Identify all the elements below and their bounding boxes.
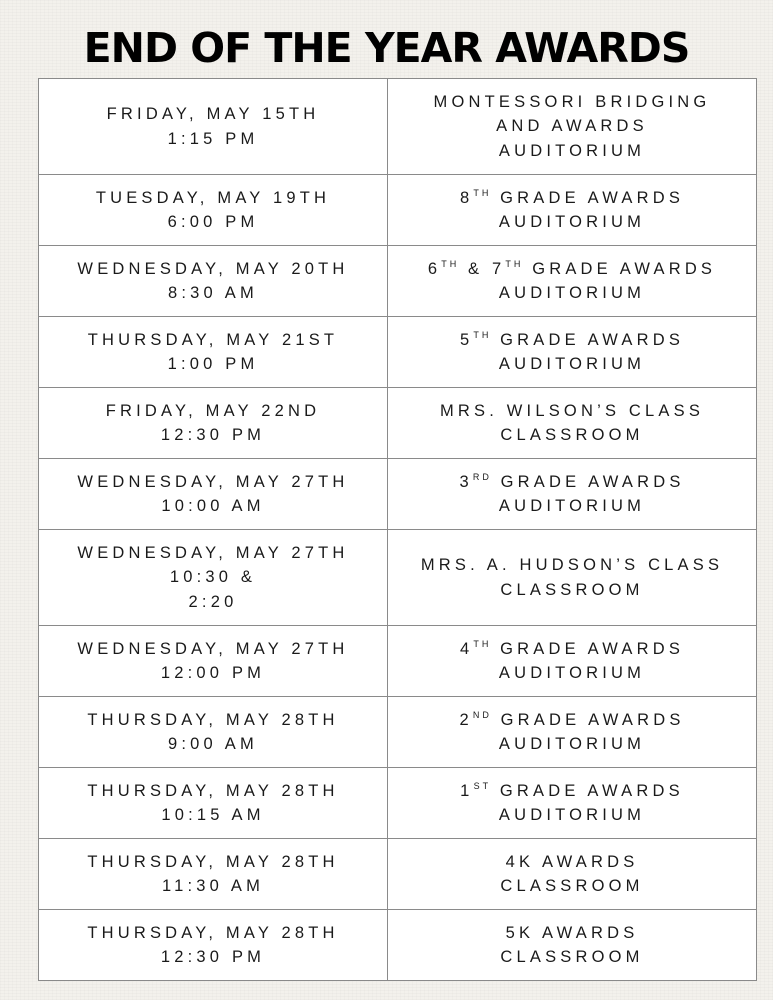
event-time: 12:30 PM (160, 426, 266, 444)
event-name (394, 553, 750, 578)
event-date: THURSDAY, MAY 28TH (87, 852, 339, 871)
date-time-cell (39, 910, 388, 981)
schedule-row (39, 175, 757, 246)
event-text: MRS. WILSON’S CLASS (439, 401, 705, 420)
event-date: WEDNESDAY, MAY 27TH (77, 639, 349, 658)
event-time: 8:30 AM (168, 284, 258, 302)
event-text: 1 (460, 781, 474, 800)
page-title: END OF THE YEAR AWARDS (83, 24, 690, 72)
event-name (394, 90, 750, 115)
ordinal-suffix: TH (505, 258, 524, 269)
event-date: WEDNESDAY, MAY 27TH (77, 472, 349, 491)
schedule-row (39, 626, 757, 697)
event-date: FRIDAY, MAY 22ND (105, 401, 321, 420)
date-time-cell (39, 79, 388, 175)
event-location (394, 803, 750, 828)
schedule-row (39, 246, 757, 317)
event-location (394, 732, 750, 757)
event-location (394, 494, 750, 519)
event-location (394, 281, 750, 306)
event-text: 6 (427, 259, 442, 278)
ordinal-suffix: TH (473, 329, 492, 340)
date-time-cell (39, 388, 388, 459)
event-name (394, 186, 750, 211)
event-text: & 7 (459, 259, 506, 278)
event-text: MONTESSORI BRIDGING (433, 92, 711, 111)
event-name (394, 708, 750, 733)
event-text: AUDITORIUM (498, 664, 646, 682)
event-location (394, 661, 750, 686)
event-date: THURSDAY, MAY 28TH (87, 923, 339, 942)
event-text: AUDITORIUM (498, 213, 646, 231)
event-location-cell (388, 768, 757, 839)
event-text: GRADE AWARDS (491, 472, 685, 491)
event-time: 10:30 & (169, 568, 257, 587)
event-date: WEDNESDAY, MAY 27TH (77, 543, 349, 562)
ordinal-suffix: ST (473, 780, 492, 791)
date-time-cell (39, 246, 388, 317)
event-location-cell (388, 839, 757, 910)
ordinal-suffix: TH (441, 258, 460, 269)
event-time: 1:15 PM (167, 129, 259, 148)
date-time-cell (39, 697, 388, 768)
event-time: 9:00 AM (168, 735, 258, 753)
event-location-cell (388, 459, 757, 530)
event-location-cell (388, 388, 757, 459)
event-text: AUDITORIUM (498, 497, 646, 515)
ordinal-suffix: TH (473, 187, 492, 198)
event-location-cell (388, 530, 757, 626)
event-text: AND AWARDS (496, 117, 648, 136)
awards-schedule-table (38, 78, 757, 981)
schedule-row (39, 768, 757, 839)
schedule-row (39, 79, 757, 175)
event-date: THURSDAY, MAY 28TH (87, 710, 339, 729)
event-time: 12:30 PM (160, 948, 266, 966)
event-name (394, 921, 750, 946)
event-location (394, 139, 750, 164)
event-text: 5 (459, 330, 474, 349)
event-text: 5K AWARDS (505, 923, 639, 942)
event-name (394, 637, 750, 662)
event-text: GRADE AWARDS (491, 710, 685, 729)
date-time-cell (39, 530, 388, 626)
event-name (394, 779, 750, 804)
ordinal-suffix: TH (473, 638, 492, 649)
date-time-cell (39, 768, 388, 839)
event-text: CLASSROOM (500, 426, 644, 444)
event-text: 2 (459, 710, 473, 729)
event-time: 11:30 AM (161, 877, 265, 895)
event-location (394, 945, 750, 970)
event-time: 2:20 (188, 592, 238, 611)
event-text: GRADE AWARDS (491, 188, 685, 207)
schedule-row (39, 839, 757, 910)
event-time: 6:00 PM (167, 213, 259, 231)
ordinal-suffix: RD (472, 471, 492, 482)
event-text: AUDITORIUM (498, 735, 646, 753)
event-name (394, 399, 750, 424)
event-text: CLASSROOM (500, 948, 644, 966)
event-text: GRADE AWARDS (491, 781, 684, 800)
event-text: 4K AWARDS (505, 852, 639, 871)
event-time: 1:00 PM (167, 355, 259, 373)
event-date: WEDNESDAY, MAY 20TH (77, 259, 349, 278)
event-location-cell (388, 175, 757, 246)
ordinal-suffix: ND (472, 709, 492, 720)
event-text: GRADE AWARDS (523, 259, 717, 278)
event-text: CLASSROOM (500, 877, 644, 895)
event-location (394, 423, 750, 448)
event-location (394, 210, 750, 235)
date-time-cell (39, 459, 388, 530)
event-location-cell (388, 317, 757, 388)
event-text: GRADE AWARDS (491, 639, 685, 658)
event-text: 3 (459, 472, 473, 491)
event-text: CLASSROOM (500, 580, 644, 599)
event-time: 12:00 PM (160, 664, 266, 682)
event-location (394, 874, 750, 899)
event-date: THURSDAY, MAY 21ST (87, 330, 339, 349)
event-text: AUDITORIUM (498, 806, 646, 824)
date-time-cell (39, 626, 388, 697)
event-name (394, 470, 750, 495)
event-location-cell (388, 910, 757, 981)
event-text: 4 (459, 639, 474, 658)
event-text: AUDITORIUM (498, 284, 646, 302)
event-location-cell (388, 79, 757, 175)
event-name (394, 850, 750, 875)
event-text: 8 (459, 188, 474, 207)
event-location-cell (388, 697, 757, 768)
schedule-row (39, 459, 757, 530)
date-time-cell (39, 317, 388, 388)
schedule-row (39, 317, 757, 388)
date-time-cell (39, 175, 388, 246)
event-text: AUDITORIUM (498, 141, 646, 160)
event-date: FRIDAY, MAY 15TH (106, 105, 320, 123)
event-location-cell (388, 246, 757, 317)
event-text: GRADE AWARDS (491, 330, 685, 349)
event-name (394, 328, 750, 353)
event-time: 10:00 AM (161, 497, 265, 515)
event-location (394, 352, 750, 377)
event-time: 10:15 AM (161, 806, 265, 824)
event-date: TUESDAY, MAY 19TH (95, 188, 331, 207)
event-location-cell (388, 626, 757, 697)
event-name (394, 257, 750, 282)
schedule-row (39, 388, 757, 459)
event-text: MRS. A. HUDSON’S CLASS (420, 556, 724, 574)
event-location (394, 578, 750, 603)
date-time-cell (39, 839, 388, 910)
event-text: AUDITORIUM (498, 355, 646, 373)
event-date: THURSDAY, MAY 28TH (87, 781, 339, 800)
schedule-row (39, 697, 757, 768)
event-name (394, 114, 750, 139)
schedule-row (39, 910, 757, 981)
schedule-row (39, 530, 757, 626)
